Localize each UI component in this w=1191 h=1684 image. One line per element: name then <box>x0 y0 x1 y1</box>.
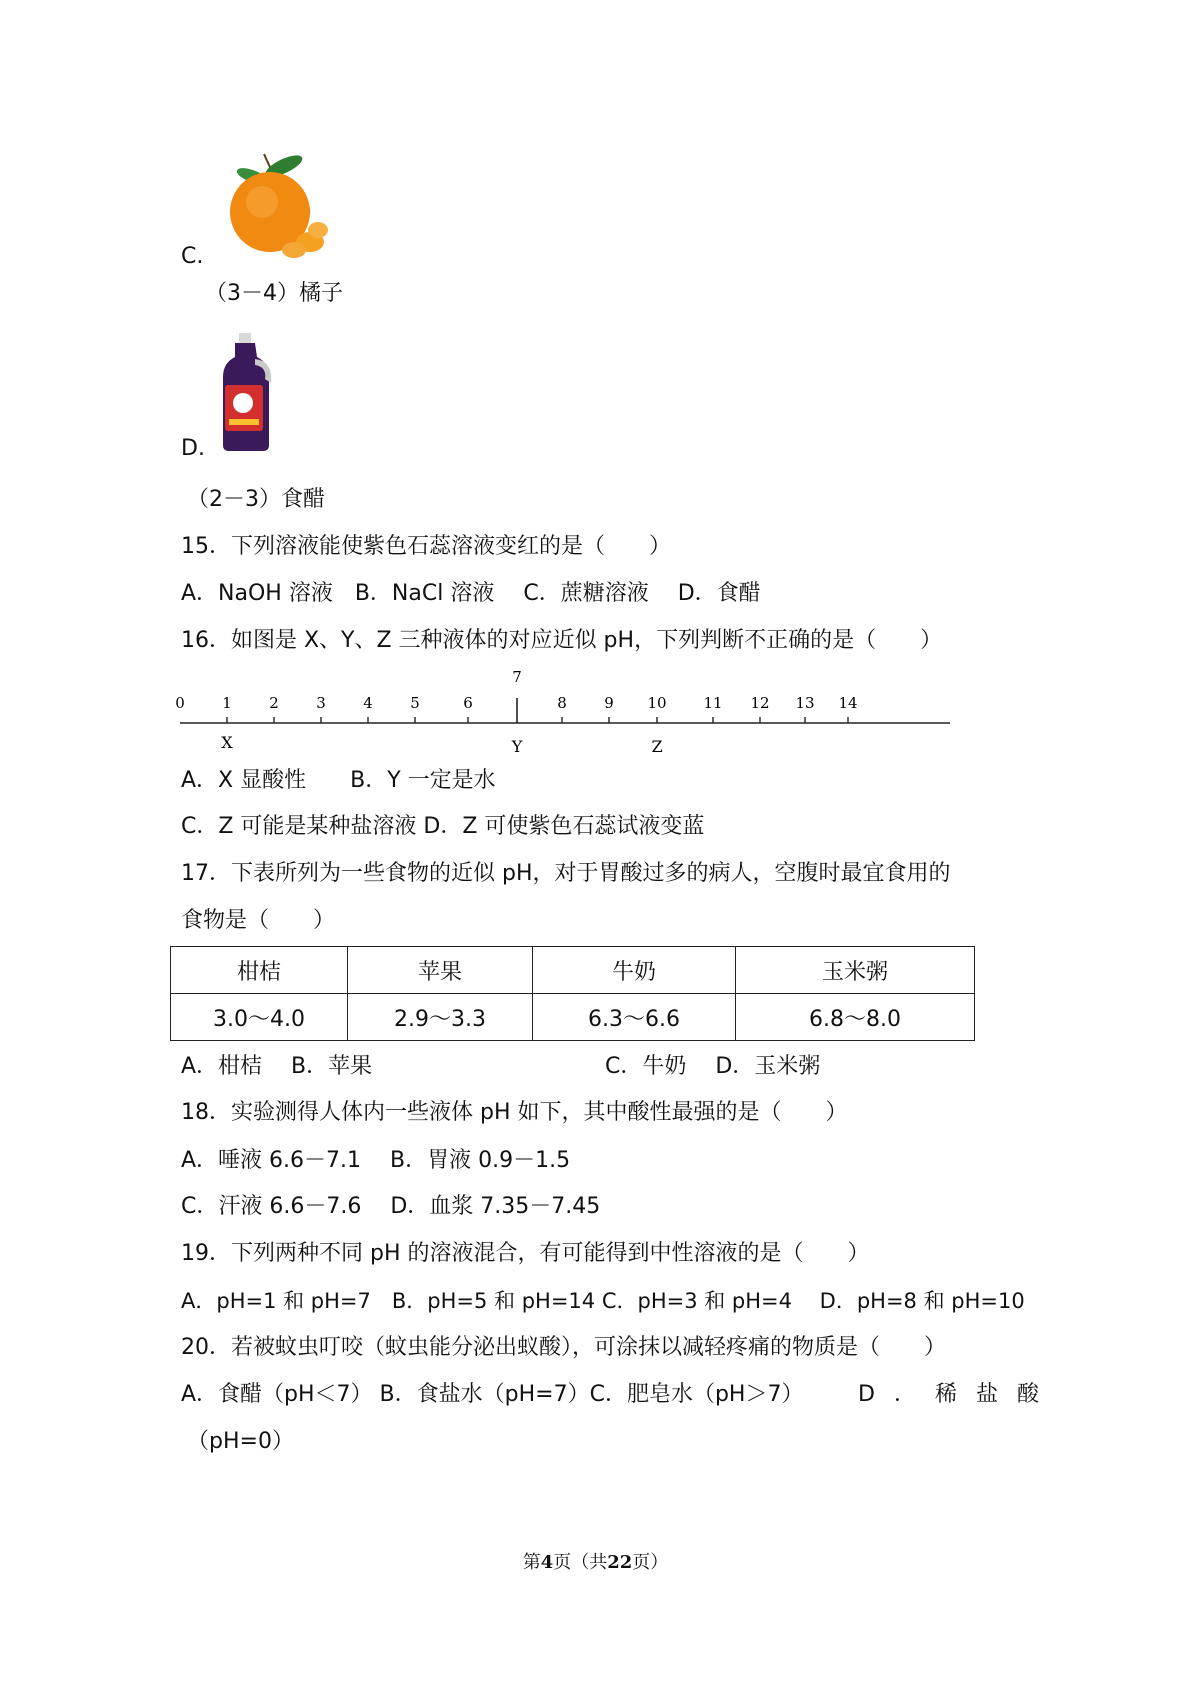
ph-tick-label: 4 <box>363 694 373 712</box>
ph-tick-label: 0 <box>175 694 185 712</box>
ph-tick-label: 14 <box>838 694 858 712</box>
table-header-cell: 柑桔 <box>171 947 348 994</box>
table-cell: 6.3～6.6 <box>533 994 736 1041</box>
q14-option-c-label: C. <box>181 244 204 269</box>
footer-total-pages: 22 <box>607 1552 633 1573</box>
table-row <box>171 994 975 1041</box>
table-header-row <box>171 947 975 994</box>
table-header-cell: 牛奶 <box>533 947 736 994</box>
q16-stem: 16．如图是 X、Y、Z 三种液体的对应近似 pH，下列判断不正确的是（ ） <box>181 628 943 653</box>
ph-tick-label: 9 <box>604 694 614 712</box>
q14-option-d-caption: （2－3）食醋 <box>187 487 325 512</box>
ph-tick-label: 5 <box>410 694 420 712</box>
q20-option-d: D．稀盐酸 <box>858 1382 1058 1407</box>
table-header-cell: 苹果 <box>348 947 533 994</box>
q18-stem: 18．实验测得人体内一些液体 pH 如下，其中酸性最强的是（ ） <box>181 1100 848 1125</box>
ph-scale-diagram <box>175 668 960 762</box>
ph-marker-y: Y <box>511 737 523 756</box>
q14-option-c-caption: （3－4）橘子 <box>205 281 343 306</box>
page-footer <box>0 1548 1191 1574</box>
q15-stem: 15．下列溶液能使紫色石蕊溶液变红的是（ ） <box>181 534 671 559</box>
ph-tick-label: 13 <box>795 694 815 712</box>
ph-tick-label: 10 <box>647 694 667 712</box>
q18-options-line2: C．汗液 6.6－7.6 D．血浆 7.35－7.45 <box>181 1194 601 1219</box>
footer-middle: 页（共 <box>553 1552 608 1573</box>
q15-options: A．NaOH 溶液 B．NaCl 溶液 C．蔗糖溶液 D．食醋 <box>181 581 761 606</box>
ph-tick-label: 7 <box>512 668 522 686</box>
tangerine-image <box>222 146 334 264</box>
q17-stem-line1: 17．下表所列为一些食物的近似 pH，对于胃酸过多的病人，空腹时最宜食用的 <box>181 861 951 886</box>
ph-tick-label: 1 <box>222 694 232 712</box>
ph-tick-label: 12 <box>750 694 770 712</box>
q20-options-line1: A．食醋（pH＜7） B．食盐水（pH=7）C．肥皂水（pH＞7） <box>181 1382 804 1407</box>
ph-tick-label: 11 <box>703 694 723 712</box>
footer-page-number: 4 <box>540 1552 554 1573</box>
ph-tick-label: 8 <box>557 694 567 712</box>
q19-stem: 19．下列两种不同 pH 的溶液混合，有可能得到中性溶液的是（ ） <box>181 1241 870 1266</box>
q20-options-line2: （pH=0） <box>187 1429 294 1454</box>
q20-stem: 20．若被蚊虫叮咬（蚊虫能分泌出蚁酸），可涂抹以减轻疼痛的物质是（ ） <box>181 1335 946 1360</box>
ph-tick-label: 3 <box>316 694 326 712</box>
vinegar-bottle-image <box>219 333 274 453</box>
q17-stem-line2: 食物是（ ） <box>181 908 336 933</box>
q16-options-line2: C．Z 可能是某种盐溶液 D．Z 可使紫色石蕊试液变蓝 <box>181 814 705 839</box>
table-cell: 6.8～8.0 <box>736 994 975 1041</box>
food-ph-table <box>170 946 975 1041</box>
table-cell: 3.0～4.0 <box>171 994 348 1041</box>
q16-options-line1: A．X 显酸性 B．Y 一定是水 <box>181 768 496 793</box>
footer-suffix: 页） <box>632 1552 669 1573</box>
q17-options-right: C．牛奶 D．玉米粥 <box>605 1054 821 1079</box>
ph-marker-x: X <box>221 733 233 752</box>
q18-options-line1: A．唾液 6.6－7.1 B．胃液 0.9－1.5 <box>181 1148 571 1173</box>
table-cell: 2.9～3.3 <box>348 994 533 1041</box>
q14-option-d-label: D. <box>181 436 205 461</box>
q17-options-left: A．柑桔 B．苹果 <box>181 1054 373 1079</box>
ph-tick-label: 6 <box>463 694 473 712</box>
ph-tick-label: 2 <box>269 694 279 712</box>
table-header-cell: 玉米粥 <box>736 947 975 994</box>
q19-options: A．pH=1 和 pH=7 B．pH=5 和 pH=14 C．pH=3 和 pH=4 D．pH=8 和 pH=10 <box>181 1289 1025 1313</box>
ph-marker-z: Z <box>651 737 663 756</box>
footer-prefix: 第 <box>522 1552 541 1573</box>
